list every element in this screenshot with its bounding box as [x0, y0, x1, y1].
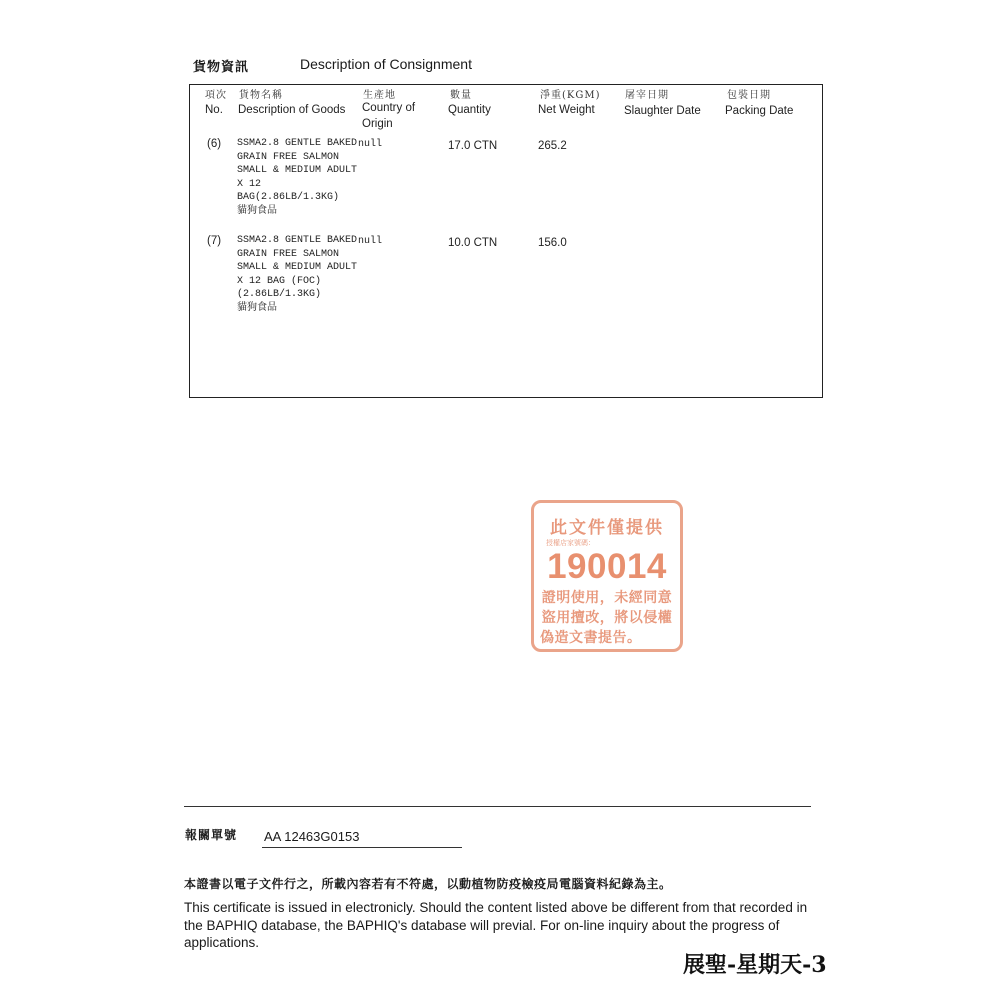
header-packing-en: Packing Date: [725, 105, 794, 117]
footer-divider: [184, 806, 811, 807]
header-weight-en: Net Weight: [538, 104, 595, 116]
stamp-line-6: 偽造文書提告。: [540, 629, 642, 645]
header-quantity-zh: 數量: [450, 90, 472, 101]
row-7-origin: null: [358, 236, 383, 247]
row-7-quantity: 10.0 CTN: [448, 237, 498, 249]
row-7-net-weight: 156.0: [538, 237, 567, 249]
row-6-quantity: 17.0 CTN: [448, 140, 498, 152]
header-slaughter-zh: 屠宰日期: [625, 90, 669, 101]
row-6-origin: null: [358, 139, 383, 150]
row-6-net-weight: 265.2: [538, 140, 567, 152]
stamp-line-1: 此文件僅提供: [550, 518, 664, 537]
header-origin-zh: 生產地: [363, 90, 396, 101]
header-goods-en: Description of Goods: [238, 104, 346, 116]
row-7-no: (7): [207, 235, 222, 247]
section-title-en: Description of Consignment: [300, 56, 472, 72]
header-slaughter-en: Slaughter Date: [624, 105, 701, 117]
stamp-line-5: 盜用擅改，將以侵權: [541, 609, 673, 625]
row-7-description: SSMA2.8 GENTLE BAKED GRAIN FREE SALMON SMALL & MEDIUM ADULT X 12 BAG (FOC) (2.86LB/1.3KG) 貓狗食品: [237, 235, 358, 314]
header-no-en: No.: [205, 104, 223, 116]
row-6-description: SSMA2.8 GENTLE BAKED GRAIN FREE SALMON SMALL & MEDIUM ADULT X 12 BAG(2.86LB/1.3KG) 貓狗食品: [237, 138, 358, 217]
header-quantity-en: Quantity: [448, 104, 491, 116]
section-title-zh: 貨物資訊: [193, 60, 250, 75]
stamp-line-4: 證明使用，未經同意: [541, 589, 673, 605]
handwritten-signature: 展聖-星期天-3: [683, 952, 827, 978]
authorization-stamp: [531, 500, 683, 652]
row-6-no: (6): [207, 138, 222, 150]
notice-en: This certificate is issued in electronicly. Should the content listed above be different from that recorded in the BAPHIQ database, the BAPHIQ's database will previal. For on-line inquiry about the progress of applications.: [184, 900, 808, 950]
declaration-number: AA 12463G0153: [264, 829, 360, 844]
stamp-line-2: 授權店家號碼：: [546, 540, 595, 547]
stamp-number: 190014: [547, 547, 667, 586]
header-weight-zh: 淨重(KGM): [540, 90, 601, 101]
header-goods-zh: 貨物名稱: [239, 90, 283, 101]
header-packing-zh: 包裝日期: [727, 90, 771, 101]
notice-zh: 本證書以電子文件行之，所載內容若有不符處，以動植物防疫檢疫局電腦資料紀錄為主。: [184, 877, 672, 891]
declaration-underline: [262, 847, 462, 848]
header-origin-en-2: Origin: [362, 118, 393, 130]
header-no-zh: 項次: [205, 90, 227, 101]
header-origin-en-1: Country of: [362, 102, 416, 114]
declaration-label: 報關單號: [185, 828, 238, 842]
